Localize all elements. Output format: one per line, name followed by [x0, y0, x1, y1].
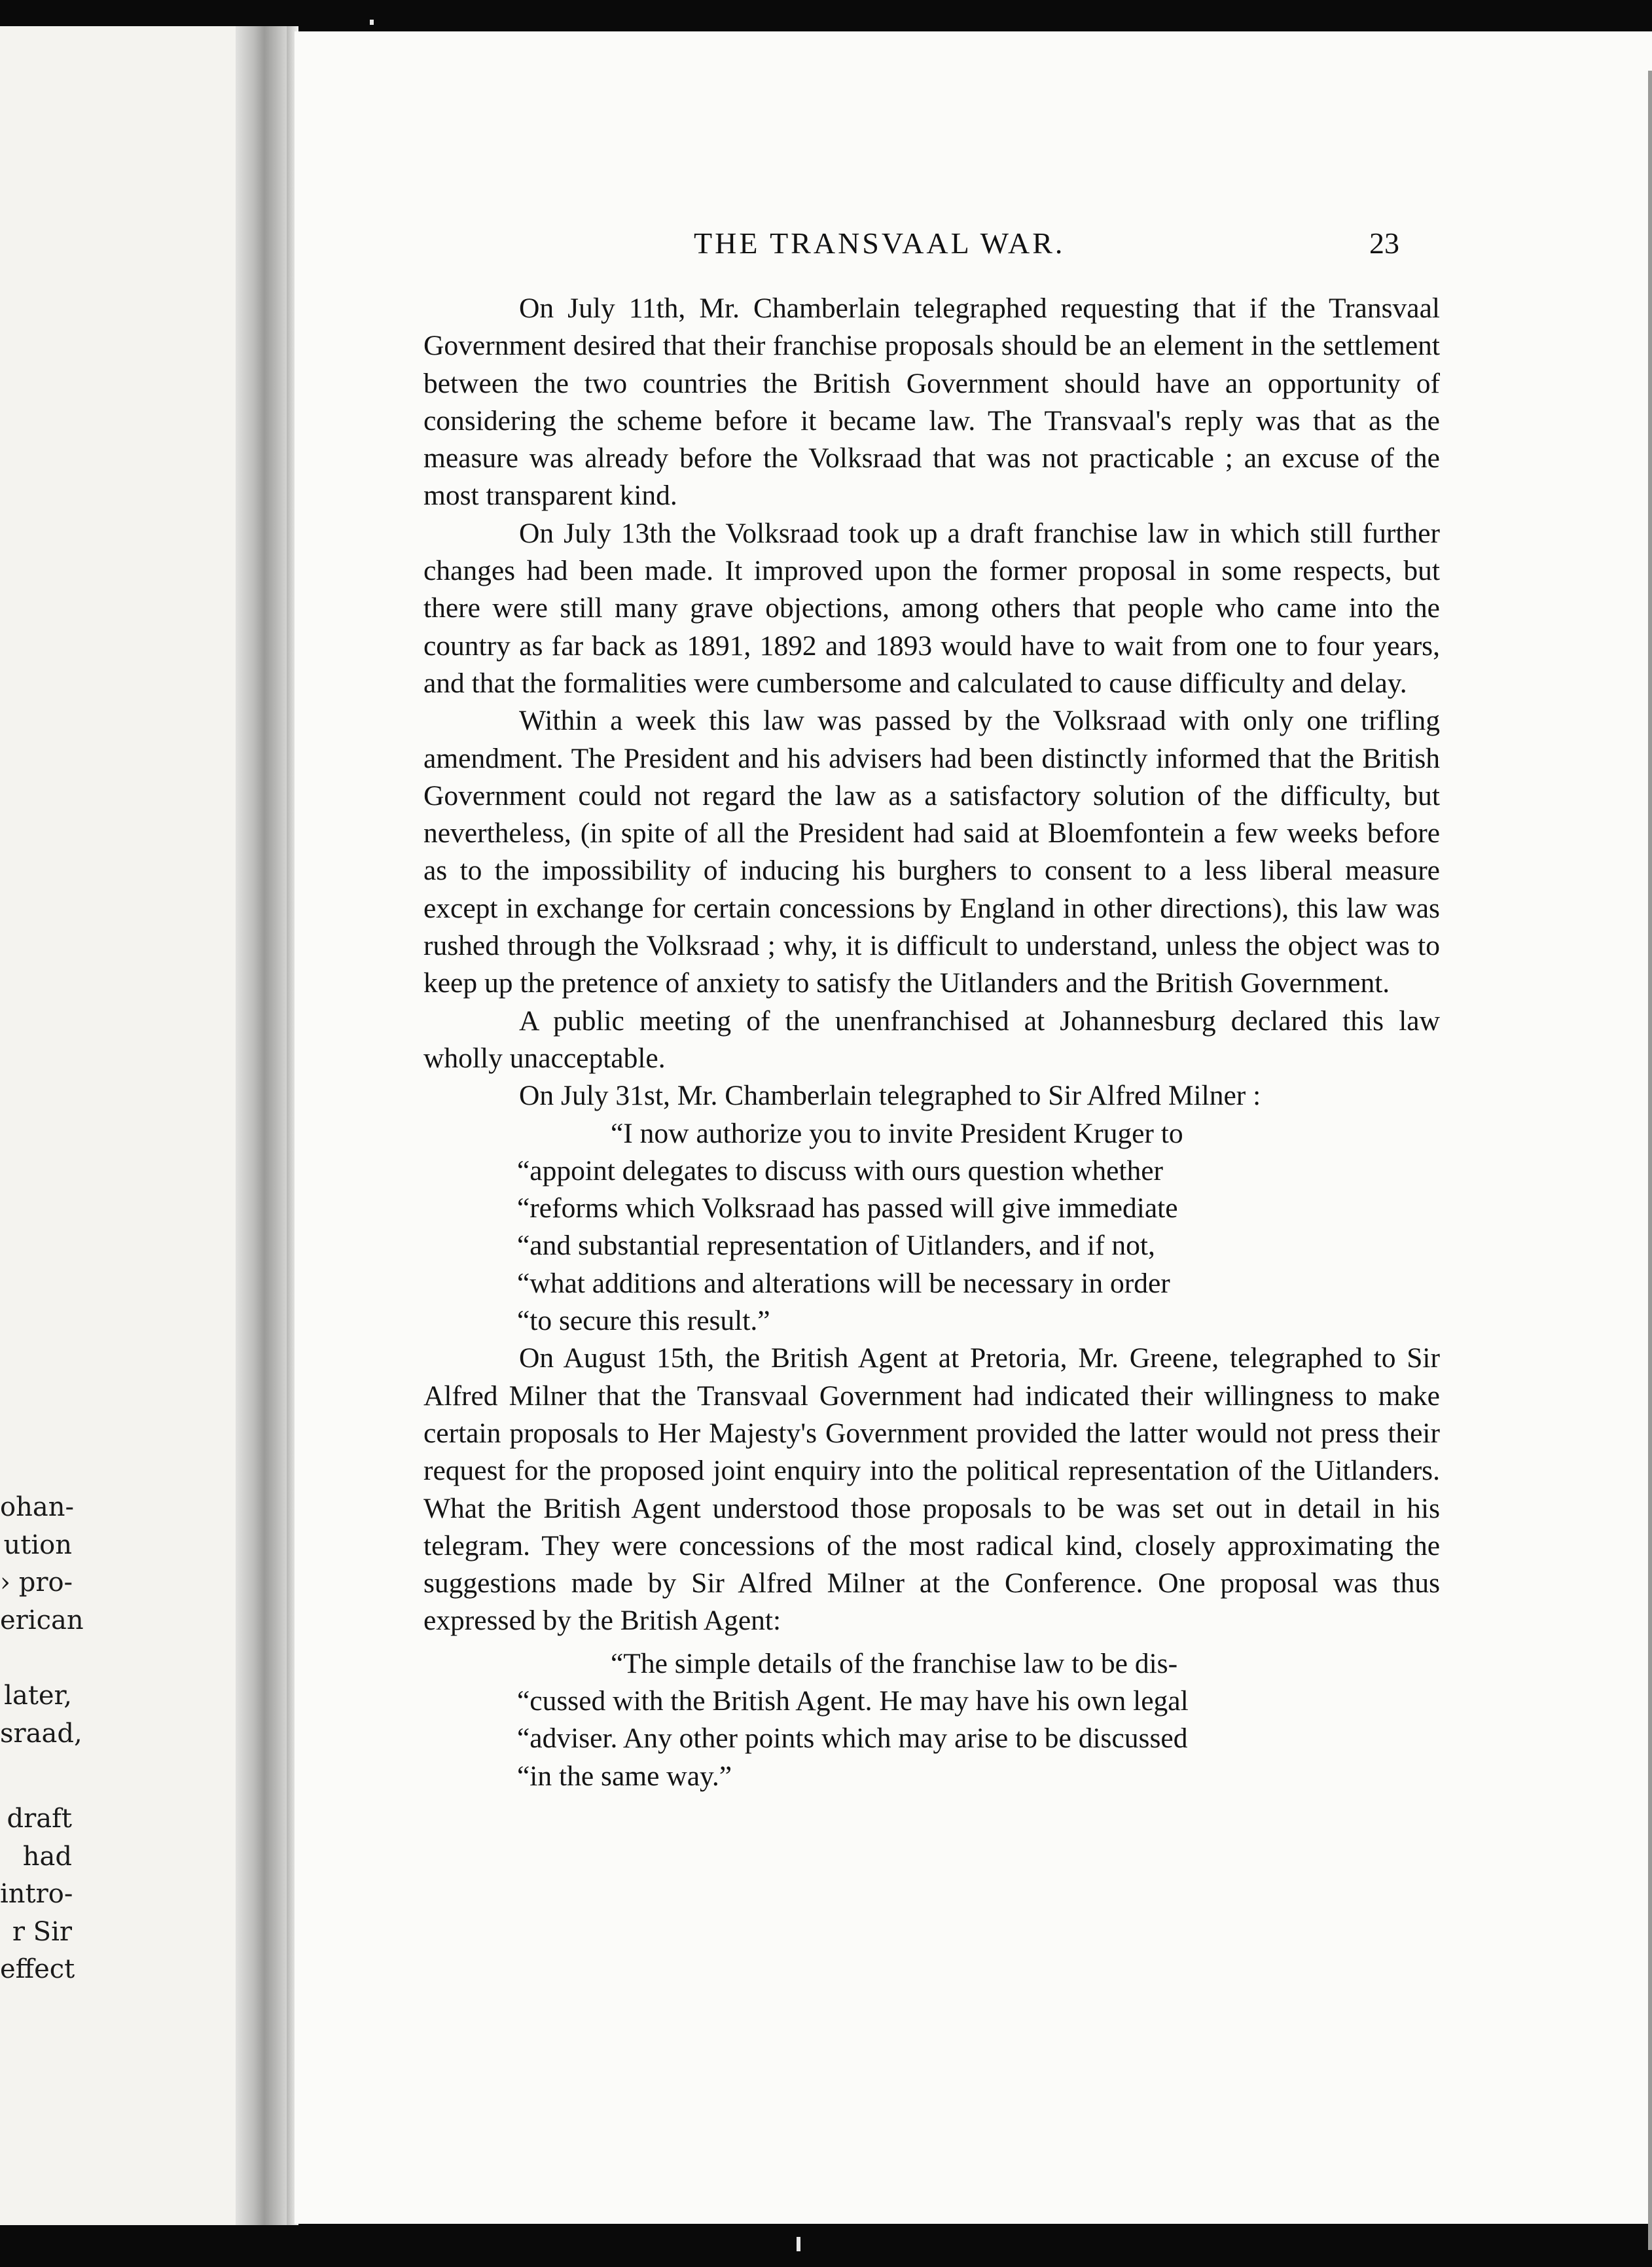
left-page-line: effect [0, 1954, 75, 1984]
left-page-text-block [0, 1800, 75, 1989]
quote-line: “in the same way.” [517, 1760, 732, 1792]
quote-line: “I now authorize you to invite President Kruger to [611, 1117, 1183, 1149]
scan-artifact [797, 2237, 800, 2251]
previous-page [0, 26, 243, 2225]
paragraph: On July 13th the Volksraad took up a draft franchise law in which still further changes had been made. It improved upon the former proposal in some respects, but there were still many grave objections, among others that people who came into the country as far back as 1891, 1892 and 1893 would have to wait from one to four years, and that the formalities were cumbersome and calculated to cause difficulty and delay. [423, 517, 1440, 699]
page-number: 23 [1369, 226, 1399, 260]
left-page-line: intro- [0, 1879, 73, 1909]
paragraph: On July 31st, Mr. Chamberlain telegraphed to Sir Alfred Milner : [519, 1080, 1261, 1112]
page-body [423, 290, 1440, 1795]
page-edge [1648, 71, 1652, 2250]
quote-line: “The simple details of the franchise law to be dis- [611, 1647, 1178, 1679]
block-quote [517, 1645, 1345, 1795]
quote-line: “adviser. Any other points which may arise to be discussed [517, 1723, 1188, 1755]
quote-line: “reforms which Volksraad has passed will give immediate [517, 1192, 1178, 1224]
left-page-text-block [0, 1677, 82, 1753]
left-page-line: later, [4, 1681, 72, 1711]
paragraph: On August 15th, the British Agent at Pretoria, Mr. Greene, telegraphed to Sir Alfred Milner that the Transvaal Government had indicated their willingness to make certain proposals to Her Majesty's Government provided the latter would not press their request for the proposed joint enquiry into the political representation of the Uitlanders. What the British Agent understood those proposals to be was set out in detail in his telegram. They were concessions of the most radical kind, closely approximating the suggestions made by Sir Alfred Milner at the Conference. One proposal was thus expressed by the British Agent: [423, 1342, 1440, 1637]
left-page-line: ution [3, 1529, 72, 1560]
quote-line: “what additions and alterations will be necessary in order [517, 1267, 1170, 1299]
left-page-line: ohan- [0, 1492, 74, 1522]
block-quote [517, 1115, 1345, 1340]
left-page-line: erican [0, 1605, 84, 1635]
left-page-line: draft [7, 1804, 72, 1834]
scan-artifact [370, 20, 374, 25]
paragraph: Within a week this law was passed by the Volksraad with only one trifling amendment. The President and his advisers had been distinctly informed that the British Government could not regard the law as a satisfactory solution of the difficulty, but nevertheless, (in spite of all the President had said at Bloemfontein a few weeks before as to the impossibility of inducing his burghers to consent to a less liberal measure except in exchange for certain concessions by England in other directions), this law was rushed through the Volksraad ; why, it is difficult to understand, unless the object was to keep up the pretence of anxiety to satisfy the Uitlanders and the British Government. [423, 705, 1440, 999]
left-page-text-block [0, 1489, 84, 1639]
quote-line: “cussed with the British Agent. He may have his own legal [517, 1685, 1189, 1717]
running-head-title: THE TRANSVAAL WAR. [694, 226, 1066, 260]
paragraph: A public meeting of the unenfranchised at Johannesburg declared this law wholly unacceptable. [423, 1005, 1440, 1074]
left-page-line: sraad, [0, 1718, 82, 1749]
quote-line: “to secure this result.” [517, 1305, 770, 1337]
paragraph: On July 11th, Mr. Chamberlain telegraphed requesting that if the Transvaal Government desired that their franchise proposals should be an element in the settlement between the two countries the British Government should have an opportunity of considering the scheme before it became law. The Transvaal's reply was that as the measure was already before the Volksraad that was not practicable ; an excuse of the most transparent kind. [423, 293, 1440, 512]
book-gutter [236, 26, 288, 2225]
left-page-line: r Sir [12, 1916, 72, 1947]
left-page-line: had [22, 1841, 72, 1872]
quote-line: “appoint delegates to discuss with ours question whether [517, 1154, 1164, 1187]
quote-line: “and substantial representation of Uitlanders, and if not, [517, 1230, 1155, 1262]
left-page-line: › pro- [0, 1567, 73, 1598]
